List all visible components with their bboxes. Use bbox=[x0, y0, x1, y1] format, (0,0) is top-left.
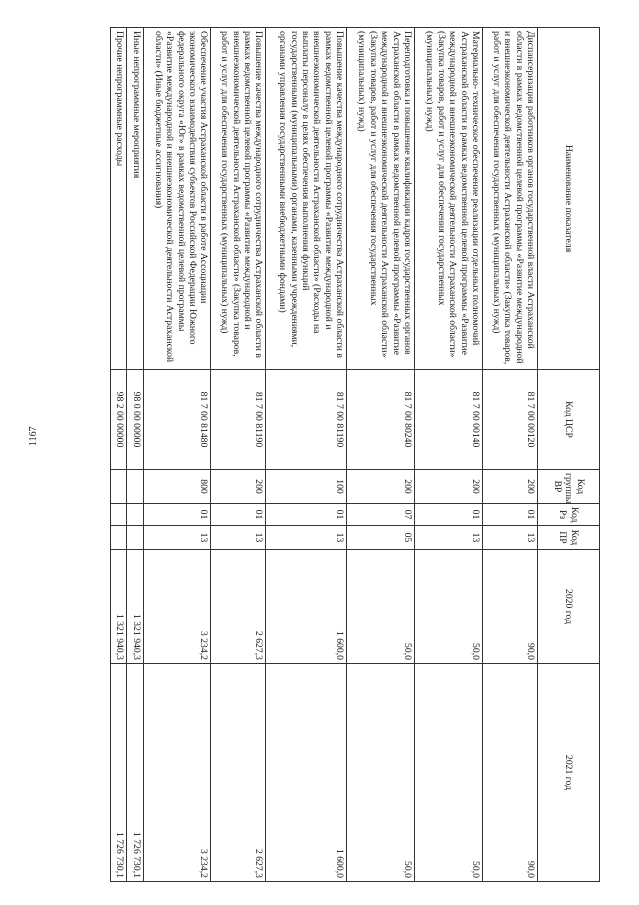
table-row bbox=[266, 28, 347, 882]
cell-name: Повышение качества международного сотрудничества Астраханской области в рамках ведомственной целевой программы «Развитие международной и внешнеэкономической деятельности Астраханской области» (Закупка товаров, работ и услуг для обеспечения государственных (муниципальных) нужд) bbox=[211, 28, 266, 370]
table-header-row bbox=[538, 28, 600, 882]
cell-2021: 50,0 bbox=[415, 664, 483, 882]
cell-pr: 13 bbox=[211, 526, 266, 550]
cell-rz: 01 bbox=[143, 504, 211, 526]
cell-rz bbox=[111, 504, 127, 526]
cell-2020: 1 321 940,3 bbox=[127, 550, 143, 664]
table-row bbox=[143, 28, 211, 882]
cell-name: Иные непрограммные мероприятия bbox=[127, 28, 143, 370]
cell-2021: 90,0 bbox=[483, 664, 538, 882]
cell-2021: 50,0 bbox=[347, 664, 415, 882]
table-row bbox=[211, 28, 266, 882]
cell-pr: 05 bbox=[347, 526, 415, 550]
cell-csr: 81 7 00 81480 bbox=[143, 370, 211, 470]
table-row bbox=[483, 28, 538, 882]
cell-2020: 50,0 bbox=[415, 550, 483, 664]
column-header-name: Наименование показателя bbox=[538, 28, 600, 370]
cell-name: Обеспечение участия Астраханской области в работе Ассоциации экономического взаимодействия субъектов Российской Федерации Южного федерального округа «Юг» в рамках ведомственной целевой программы «Развитие международной и внешнеэкономической деятельности Астраханской области» (Иные бюджетные ассигнования) bbox=[143, 28, 211, 370]
cell-2020: 2 627,3 bbox=[211, 550, 266, 664]
cell-csr: 81 7 00 81190 bbox=[266, 370, 347, 470]
budget-table bbox=[110, 27, 600, 882]
cell-vr: 200 bbox=[483, 470, 538, 504]
cell-name: Диспансеризация работников органов государственной власти Астраханской области в рамках ведомственной целевой программы «Развитие международной и внешнеэкономической деятельности Астраханской области» (Закупка товаров, работ и услуг для обеспечения государственных (муниципальных) нужд) bbox=[483, 28, 538, 370]
table-row bbox=[347, 28, 415, 882]
cell-2020: 3 234,2 bbox=[143, 550, 211, 664]
cell-vr: 100 bbox=[266, 470, 347, 504]
table-row bbox=[111, 28, 127, 882]
cell-vr: 200 bbox=[415, 470, 483, 504]
cell-2021: 1 726 730,1 bbox=[111, 664, 127, 882]
cell-pr bbox=[111, 526, 127, 550]
cell-vr: 200 bbox=[347, 470, 415, 504]
cell-name: Материально- техническое обеспечение реализации отдельных полномочий Астраханской области в рамках ведомственной целевой программы «Развитие международной и внешнеэкономической деятельности Астраханской области» (Закупка товаров, работ и услуг для обеспечения государственных (муниципальных) нужд) bbox=[415, 28, 483, 370]
rotated-table-container bbox=[110, 27, 600, 881]
cell-rz: 01 bbox=[211, 504, 266, 526]
cell-2021: 3 234,2 bbox=[143, 664, 211, 882]
cell-vr: 800 bbox=[143, 470, 211, 504]
cell-pr bbox=[127, 526, 143, 550]
cell-csr: 81 7 00 00140 bbox=[415, 370, 483, 470]
cell-rz: 01 bbox=[483, 504, 538, 526]
cell-name: Повышение качества международного сотрудничества Астраханской области в рамках ведомственной целевой программы «Развитие международной и внешнеэкономической деятельности Астраханской области» (Расходы на выплаты персоналу в целях обеспечения выполнения функций государственными (муниципальными) органами, казенными учреждениями, органами управления государственными внебюджетными фондами) bbox=[266, 28, 347, 370]
cell-rz: 01 bbox=[266, 504, 347, 526]
table-row bbox=[127, 28, 143, 882]
cell-pr: 13 bbox=[143, 526, 211, 550]
cell-csr: 81 7 00 81190 bbox=[211, 370, 266, 470]
cell-pr: 13 bbox=[415, 526, 483, 550]
cell-2020: 1 321 940,3 bbox=[111, 550, 127, 664]
cell-vr bbox=[111, 470, 127, 504]
cell-name: Прочие непрограммные расходы bbox=[111, 28, 127, 370]
column-header-rz: Код Рз bbox=[538, 504, 600, 526]
cell-2021: 1 726 730,1 bbox=[127, 664, 143, 882]
cell-vr bbox=[127, 470, 143, 504]
cell-2021: 2 627,3 bbox=[211, 664, 266, 882]
column-header-csr: Код ЦСР bbox=[538, 370, 600, 470]
column-header-vr: Код группы ВР bbox=[538, 470, 600, 504]
column-header-2020: 2020 год bbox=[538, 550, 600, 664]
cell-csr: 98 0 00 00000 bbox=[127, 370, 143, 470]
cell-csr: 81 7 00 80240 bbox=[347, 370, 415, 470]
page-number: 1167 bbox=[28, 426, 39, 446]
cell-2020: 50,0 bbox=[347, 550, 415, 664]
cell-rz bbox=[127, 504, 143, 526]
cell-2020: 90,0 bbox=[483, 550, 538, 664]
cell-csr: 98 2 00 00000 bbox=[111, 370, 127, 470]
cell-csr: 81 7 00 00120 bbox=[483, 370, 538, 470]
cell-name: Переподготовка и повышение квалификации кадров государственных органов Астраханской области в рамках ведомственной целевой программы «Развитие международной и внешнеэкономической деятельности Астраханской области» (Закупка товаров, работ и услуг для обеспечения государственных (муниципальных) нужд) bbox=[347, 28, 415, 370]
table-row bbox=[415, 28, 483, 882]
cell-pr: 13 bbox=[266, 526, 347, 550]
cell-pr: 13 bbox=[483, 526, 538, 550]
cell-vr: 200 bbox=[211, 470, 266, 504]
cell-rz: 07 bbox=[347, 504, 415, 526]
cell-rz: 01 bbox=[415, 504, 483, 526]
column-header-pr: Код ПР bbox=[538, 526, 600, 550]
column-header-2021: 2021 год bbox=[538, 664, 600, 882]
cell-2020: 1 600,0 bbox=[266, 550, 347, 664]
cell-2021: 1 600,0 bbox=[266, 664, 347, 882]
